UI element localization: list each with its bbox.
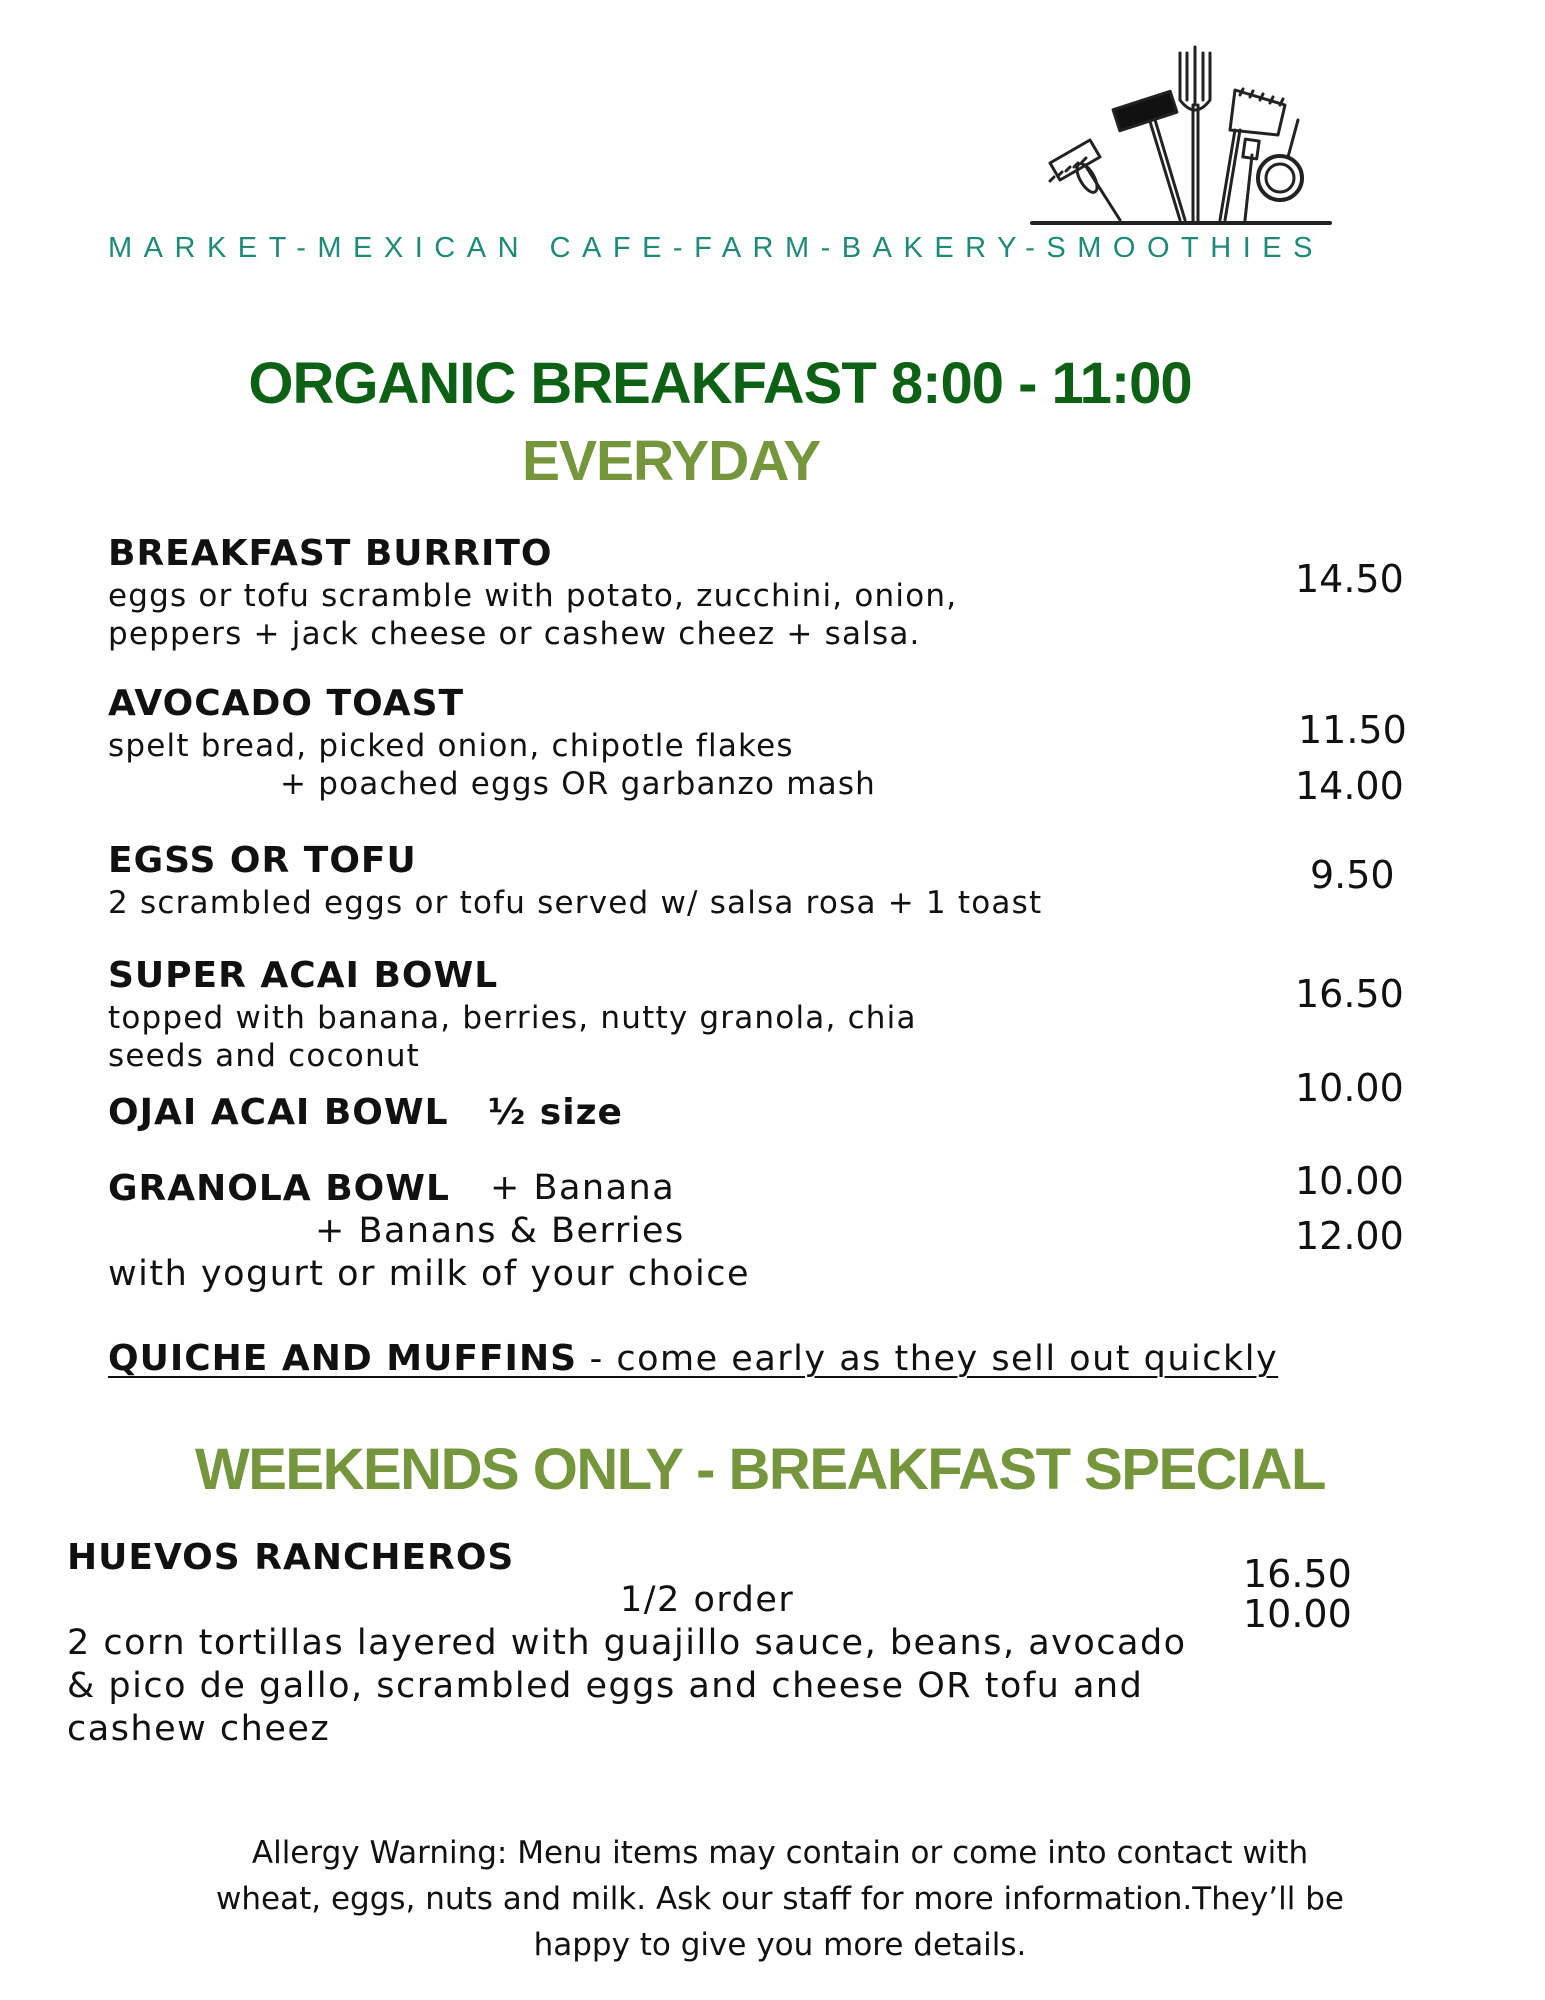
item-description: 2 corn tortillas layered with guajillo sauce, beans, avocado	[67, 1623, 1187, 1663]
item-description: peppers + jack cheese or cashew cheez + salsa.	[108, 616, 921, 652]
allergy-line: wheat, eggs, nuts and milk. Ask our staff for more information.They’ll be	[216, 1881, 1344, 1917]
item-description: cashew cheez	[67, 1709, 331, 1749]
item-price: 14.00	[1295, 764, 1404, 808]
item-name: SUPER ACAI BOWL	[108, 955, 499, 996]
allergy-line: happy to give you more details.	[533, 1927, 1027, 1963]
item-description: eggs or tofu scramble with potato, zucchini, onion,	[108, 578, 958, 614]
tagline: MARKET-MEXICAN CAFE-FARM-BAKERY-SMOOTHIES	[108, 232, 1324, 264]
item-name: HUEVOS RANCHEROS	[67, 1537, 515, 1578]
item-price: 16.50	[1243, 1552, 1352, 1596]
item-price: 11.50	[1298, 708, 1407, 752]
item-name: AVOCADO TOAST	[108, 683, 465, 724]
item-description: with yogurt or milk of your choice	[108, 1254, 751, 1294]
item-price: 9.50	[1310, 853, 1395, 897]
item-price: 10.00	[1243, 1592, 1352, 1636]
item-description: spelt bread, picked onion, chipotle flakes	[108, 728, 794, 764]
item-option: + Banans & Berries	[315, 1211, 685, 1251]
item-description: seeds and coconut	[108, 1038, 421, 1074]
allergy-line: Allergy Warning: Menu items may contain or come into contact with	[251, 1835, 1309, 1871]
item-price: 10.00	[1295, 1159, 1404, 1203]
item-description: + poached eggs OR garbanzo mash	[280, 766, 877, 802]
quiche-label: QUICHE AND MUFFINS	[108, 1338, 578, 1379]
quiche-note	[108, 1338, 1278, 1379]
half-order-label: 1/2 order	[620, 1580, 795, 1620]
breakfast-subtitle: EVERYDAY	[522, 429, 821, 493]
item-description: topped with banana, berries, nutty granola, chia	[108, 1000, 917, 1036]
item-name: BREAKFAST BURRITO	[108, 533, 553, 574]
item-option: + Banana	[490, 1168, 676, 1208]
size-note: ½ size	[488, 1092, 623, 1133]
allergy-warning	[180, 1830, 1380, 1968]
weekend-title: WEEKENDS ONLY - BREAKFAST SPECIAL	[195, 1437, 1325, 1502]
garden-tools-icon	[1030, 45, 1350, 235]
item-price: 16.50	[1295, 972, 1404, 1016]
item-name: GRANOLA BOWL	[108, 1168, 450, 1209]
item-description: 2 scrambled eggs or tofu served w/ salsa rosa + 1 toast	[108, 885, 1043, 921]
item-name: OJAI ACAI BOWL	[108, 1092, 449, 1133]
breakfast-title: ORGANIC BREAKFAST 8:00 - 11:00	[248, 351, 1192, 416]
quiche-description: - come early as they sell out quickly	[577, 1339, 1279, 1379]
item-price: 10.00	[1295, 1066, 1404, 1110]
item-price: 14.50	[1295, 557, 1404, 601]
item-name: EGSS OR TOFU	[108, 840, 417, 881]
item-description: & pico de gallo, scrambled eggs and cheese OR tofu and	[67, 1666, 1144, 1706]
item-price: 12.00	[1295, 1214, 1404, 1258]
